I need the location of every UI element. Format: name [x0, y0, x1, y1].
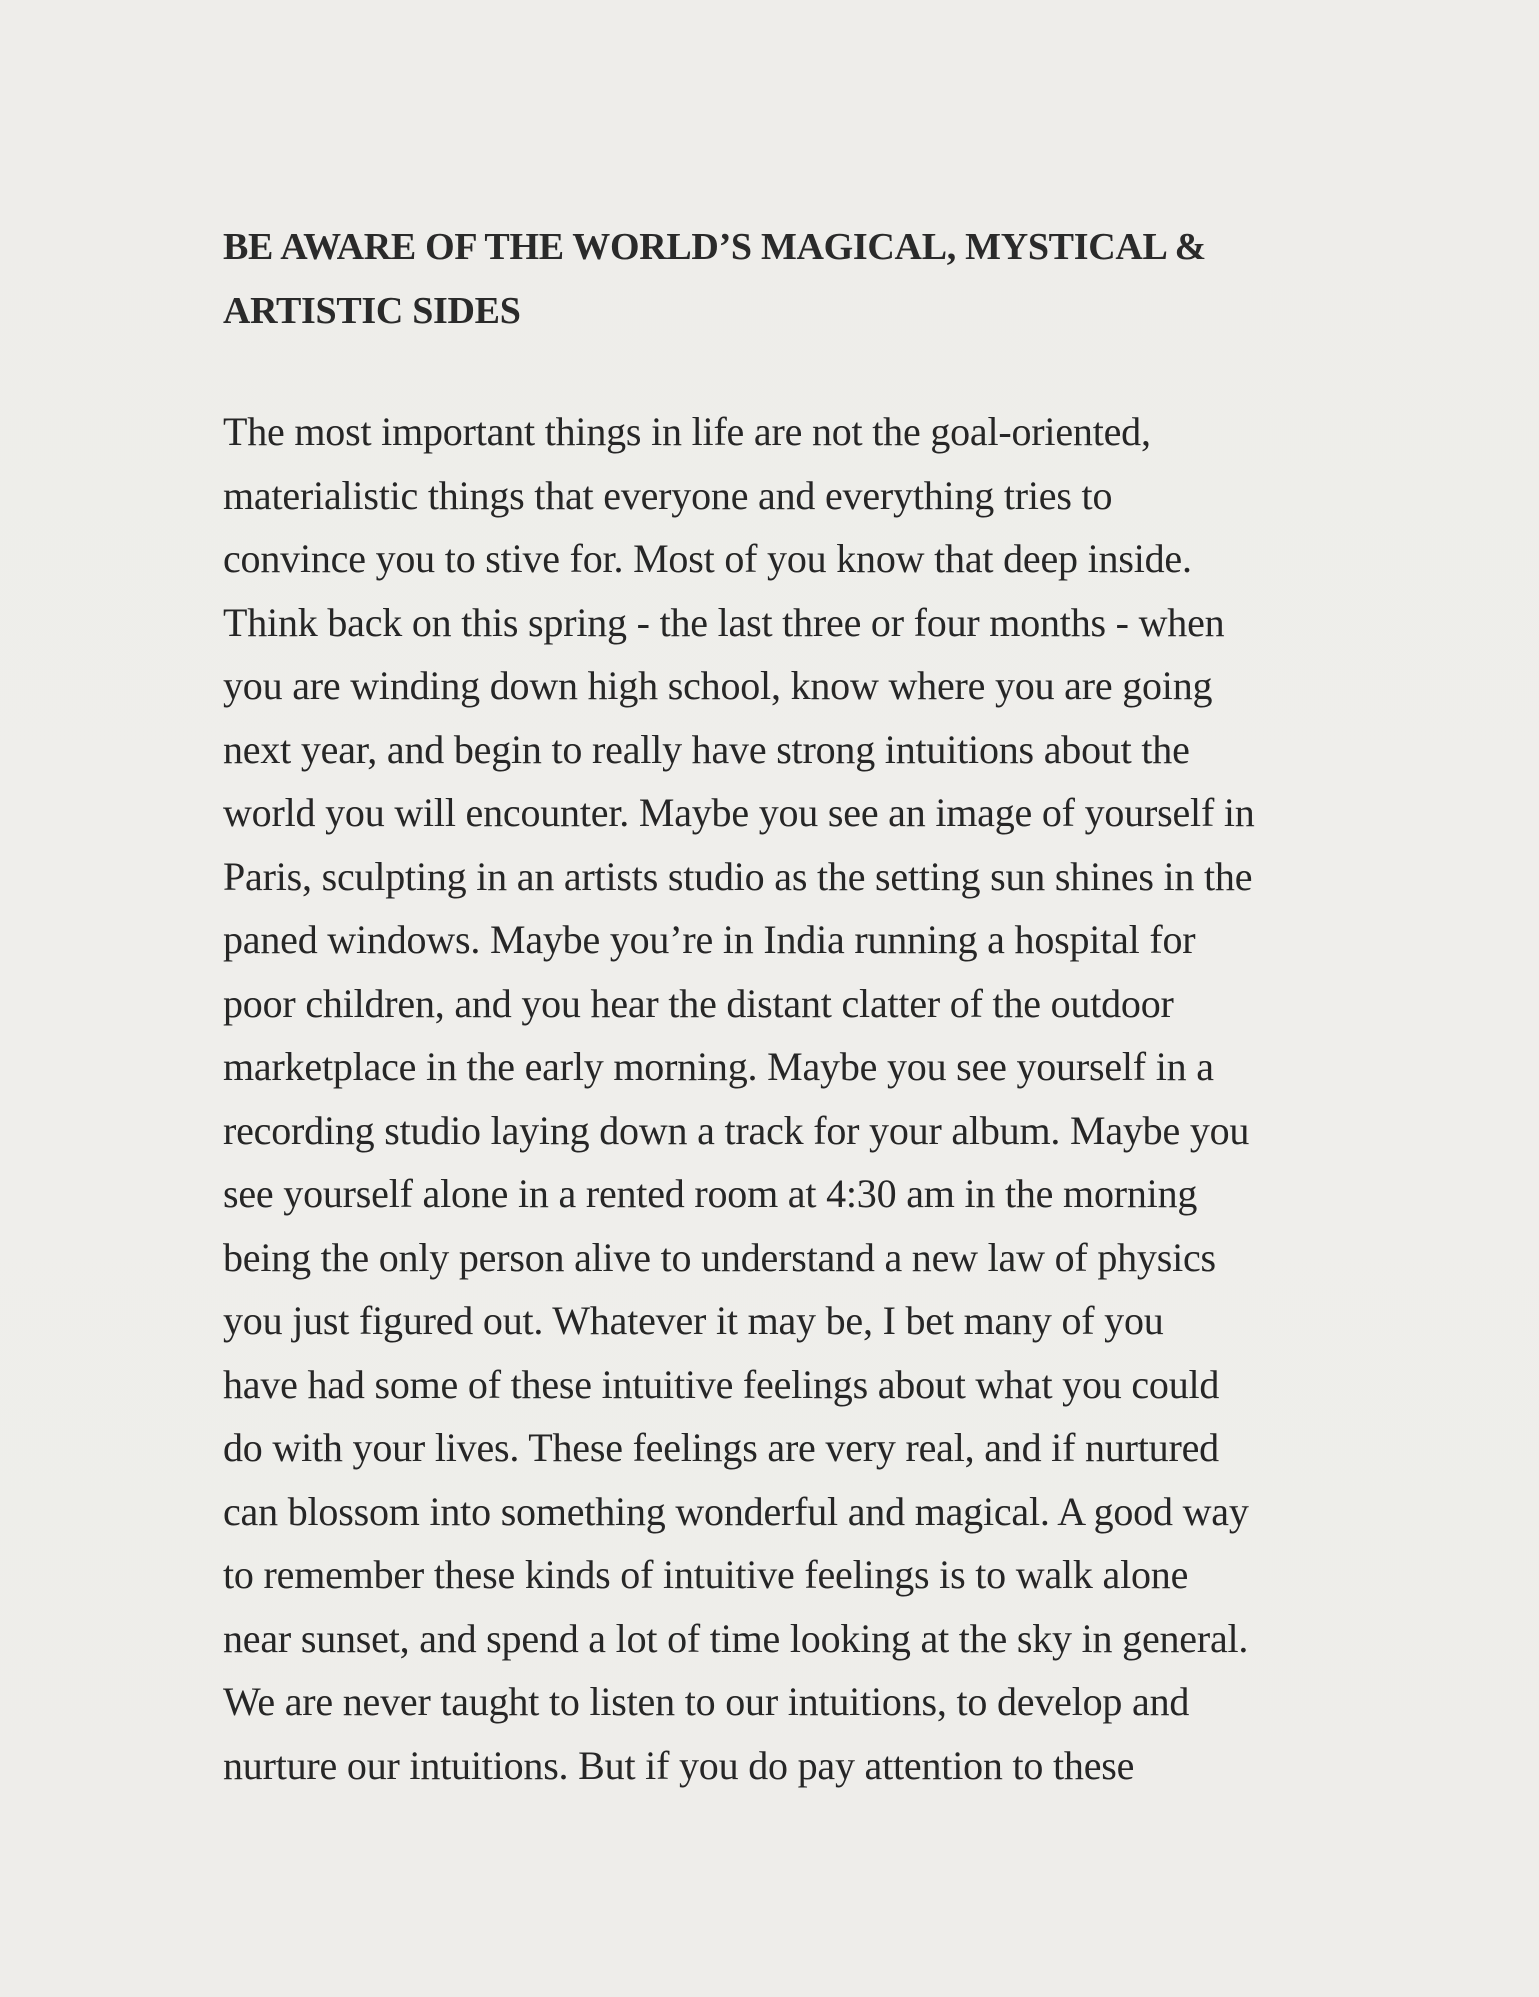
- paragraph-line: convince you to stive for. Most of you know that deep inside.: [223, 536, 1192, 581]
- paragraph-line: see yourself alone in a rented room at 4:30 am in the morning: [223, 1171, 1198, 1216]
- paragraph-line: can blossom into something wonderful and magical. A good way: [223, 1488, 1249, 1534]
- paragraph-line: you just figured out. Whatever it may be, I bet many of you: [223, 1298, 1164, 1343]
- paragraph-line: near sunset, and spend a lot of time looking at the sky in general.: [223, 1615, 1249, 1661]
- paragraph-line: poor children, and you hear the distant clatter of the outdoor: [223, 980, 1174, 1026]
- paragraph-line: The most important things in life are not the goal-oriented,: [223, 409, 1151, 454]
- paragraph-line: to remember these kinds of intuitive feelings is to walk alone: [223, 1552, 1189, 1597]
- paragraph-line: We are never taught to listen to our intuitions, to develop and: [223, 1679, 1190, 1724]
- paragraph-line: Think back on this spring - the last three or four months - when: [223, 599, 1225, 645]
- paragraph-line: marketplace in the early morning. Maybe you see yourself in a: [223, 1044, 1214, 1089]
- paragraph-line: nurture our intuitions. But if you do pay attention to these: [223, 1742, 1135, 1788]
- heading-line: ARTISTIC SIDES: [223, 290, 521, 332]
- section-heading: [223, 215, 1403, 343]
- paragraph-line: paned windows. Maybe you’re in India running a hospital for: [223, 917, 1196, 962]
- paragraph-line: materialistic things that everyone and everything tries to: [223, 472, 1113, 518]
- paragraph-line: world you will encounter. Maybe you see an image of yourself in: [223, 790, 1255, 835]
- paragraph-line: next year, and begin to really have strong intuitions about the: [223, 726, 1190, 772]
- paragraph-line: being the only person alive to understand a new law of physics: [223, 1234, 1216, 1280]
- paragraph-line: have had some of these intuitive feelings about what you could: [223, 1361, 1220, 1407]
- paragraph-line: you are winding down high school, know where you are going: [223, 663, 1213, 708]
- paragraph-line: recording studio laying down a track for your album. Maybe you: [223, 1107, 1250, 1153]
- paragraph-line: Paris, sculpting in an artists studio as the setting sun shines in the: [223, 853, 1253, 899]
- body-paragraph: [223, 400, 1423, 1797]
- paragraph-line: do with your lives. These feelings are very real, and if nurtured: [223, 1425, 1219, 1470]
- heading-line: BE AWARE OF THE WORLD’S MAGICAL, MYSTICAL &: [223, 226, 1207, 268]
